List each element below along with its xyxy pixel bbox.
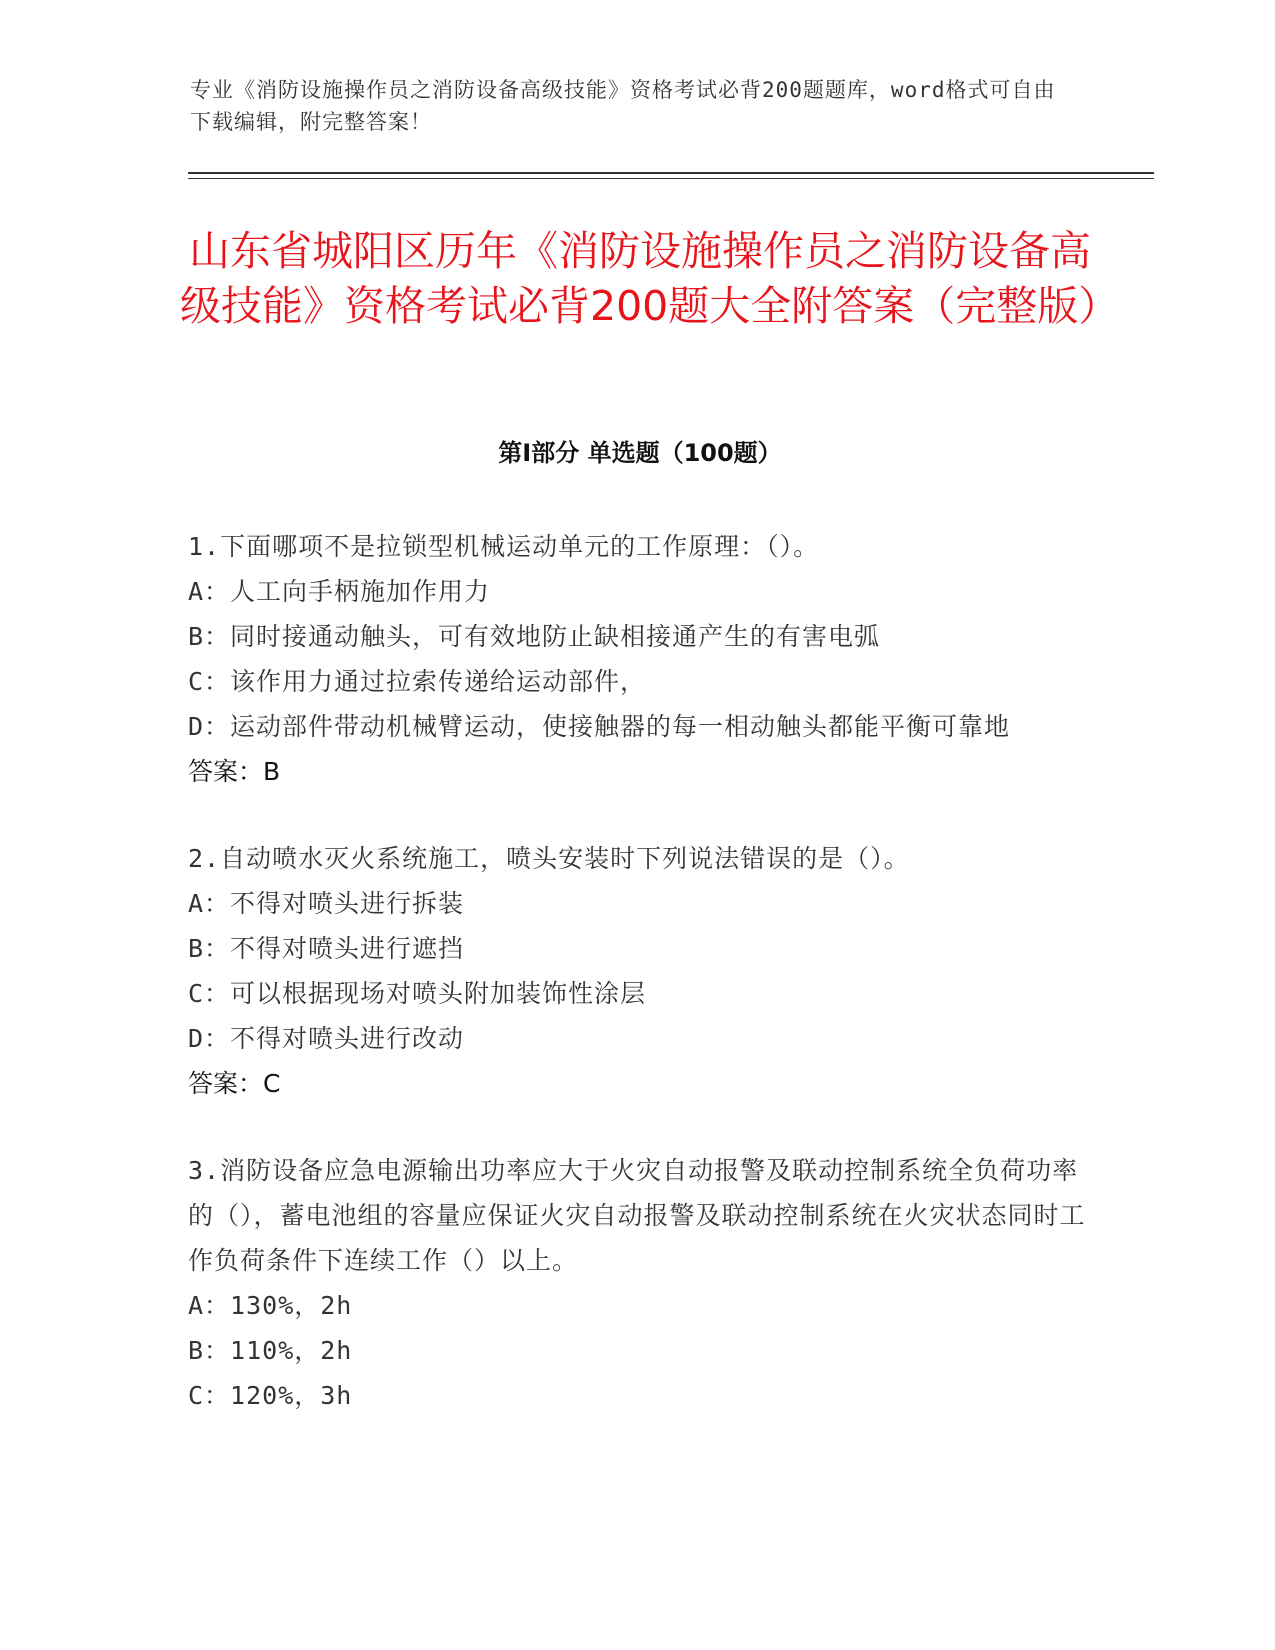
option-c: C：120%，3h: [188, 1381, 353, 1410]
question-stem: 1.下面哪项不是拉锁型机械运动单元的工作原理：（）。: [188, 532, 820, 561]
option-b: B：不得对喷头进行遮挡: [188, 934, 465, 963]
question-stem: 3.消防设备应急电源输出功率应大于火灾自动报警及联动控制系统全负荷功率的（），蓄电池组的容量应保证火灾自动报警及联动控制系统在火灾状态同时工作负荷条件下连续工作（）以上。: [188, 1156, 1086, 1275]
answer-line: 答案：B: [188, 757, 281, 786]
option-d: D：运动部件带动机械臂运动，使接触器的每一相动触头都能平衡可靠地: [188, 712, 1011, 741]
header-divider-thin: [188, 178, 1154, 179]
question-1: [188, 524, 1088, 794]
option-c: C：该作用力通过拉索传递给运动部件，: [188, 667, 647, 696]
question-list: [188, 524, 1088, 1460]
option-a: A：130%，2h: [188, 1291, 353, 1320]
question-3: [188, 1148, 1088, 1418]
document-title: 山东省城阳区历年《消防设施操作员之消防设备高级技能》资格考试必背200题大全附答案（完整版）: [180, 227, 1120, 330]
option-c: C：可以根据现场对喷头附加装饰性涂层: [188, 979, 647, 1008]
section-title: 第Ⅰ部分 单选题（100题）: [498, 439, 782, 467]
question-2: [188, 836, 1088, 1106]
header-note: 专业《消防设施操作员之消防设备高级技能》资格考试必背200题题库，word格式可自由下载编辑，附完整答案！: [190, 78, 1056, 134]
answer-line: 答案：C: [188, 1069, 281, 1098]
option-b: B：110%，2h: [188, 1336, 353, 1365]
option-d: D：不得对喷头进行改动: [188, 1024, 465, 1053]
question-stem: 2.自动喷水灭火系统施工，喷头安装时下列说法错误的是（）。: [188, 844, 910, 873]
header-divider-thick: [188, 172, 1154, 174]
option-b: B：同时接通动触头，可有效地防止缺相接通产生的有害电弧: [188, 622, 881, 651]
option-a: A：不得对喷头进行拆装: [188, 889, 465, 918]
option-a: A：人工向手柄施加作用力: [188, 577, 491, 606]
